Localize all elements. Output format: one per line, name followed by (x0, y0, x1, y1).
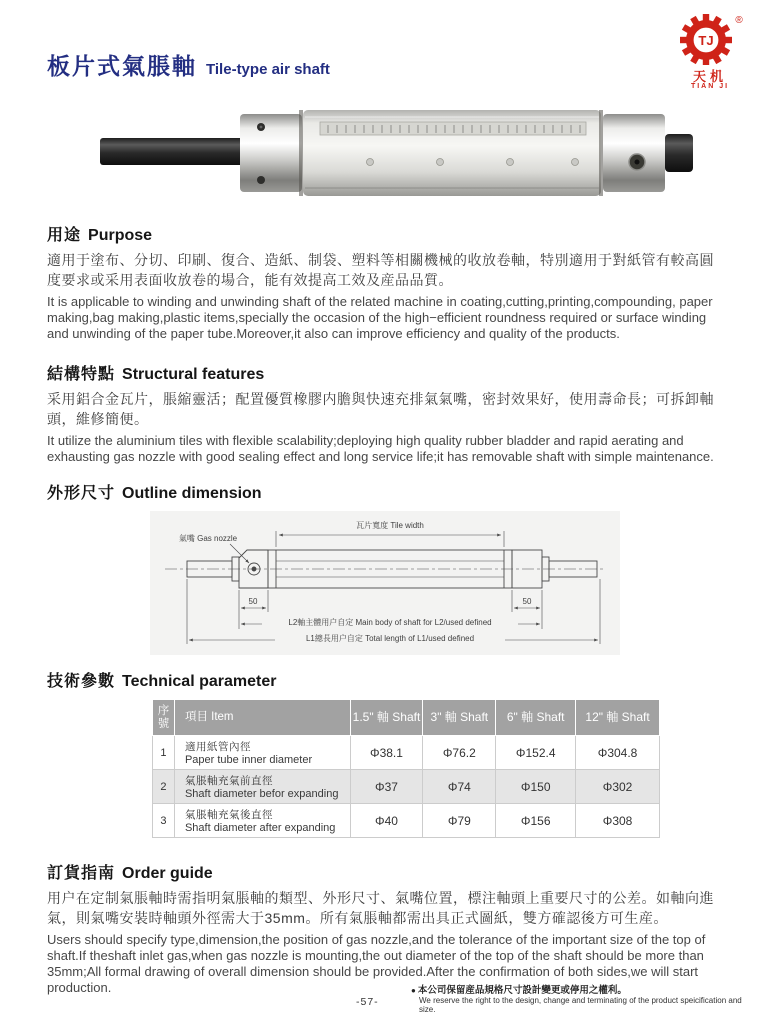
l2-dimension-label: L2軸主體用户自定 Main body of shaft for L2/used defined (288, 618, 492, 628)
dimension-drawing (150, 511, 620, 655)
row-value: Φ79 (423, 804, 496, 838)
row-value: Φ304.8 (576, 736, 660, 770)
table-header-row (153, 700, 660, 736)
logo-name-cn: 天机 (692, 68, 727, 84)
row-item: 氣脹軸充氣前直徑 Shaft diameter befor expanding (174, 770, 350, 804)
gas-nozzle-label: 氣嘴 Gas nozzle (178, 534, 238, 544)
purpose-text-en: It is applicable to winding and unwinding shaft of the related machine in coating,cutting,printing,compounding, paper making,bag making,plastic items,specially the occasion of the high−efficient roundness required or surface winding and unwinding of the paper tube.Moreover,it also can improve efficiency and quality of the products. (47, 293, 713, 341)
gear-logo-icon (671, 13, 749, 65)
section-structural-features (47, 361, 718, 465)
page-number: -57- (356, 996, 379, 1008)
row-value: Φ37 (350, 770, 423, 804)
row-value: Φ302 (576, 770, 660, 804)
row-value: Φ76.2 (423, 736, 496, 770)
table-row (153, 736, 660, 770)
shaft-journal-left (100, 138, 245, 165)
structural-heading-en: Structural features (122, 366, 265, 384)
outline-heading-cn: 外形尺寸 (47, 485, 116, 503)
shaft-head-left (240, 114, 302, 192)
row-value: Φ156 (496, 804, 576, 838)
row-value: Φ74 (423, 770, 496, 804)
l1-dimension-label: L1總長用户自定 Total length of L1/used defined (305, 634, 475, 644)
outline-heading (47, 480, 718, 503)
section-technical-parameter (47, 668, 718, 838)
parameter-table (152, 699, 660, 838)
order-text-cn: 用户在定制氣脹軸時需指明氣脹軸的類型、外形尺寸、氣嘴位置，標注軸頭上重要尺寸的公差。如軸向進氣，則氣嘴安裝時軸頭外徑需大于35mm。所有氣脹軸都需出具正式圖紙，雙方確認後方可生産。 (47, 890, 714, 926)
col-header-6in: 6" 軸 Shaft (496, 700, 576, 736)
footer-note (411, 982, 743, 1014)
col-header-item: 項目 Item (174, 700, 350, 736)
structural-heading (47, 361, 718, 384)
structural-heading-cn: 結構特點 (47, 366, 116, 384)
table-row (153, 804, 660, 838)
row-value: Φ40 (350, 804, 423, 838)
purpose-heading-en: Purpose (88, 227, 153, 244)
section-outline-dimension (47, 480, 718, 655)
row-value: Φ308 (576, 804, 660, 838)
technical-heading (47, 668, 718, 691)
section-order-guide (47, 860, 718, 996)
product-photo (85, 105, 705, 200)
outline-heading-en: Outline dimension (122, 485, 262, 503)
row-no: 2 (153, 770, 175, 804)
col-header-3in: 3" 軸 Shaft (423, 700, 496, 736)
structural-text-cn: 采用鋁合金瓦片，脹縮靈活；配置優質橡膠内膽與快速充排氣氣嘴，密封效果好，使用壽命長；可拆卸軸頭，維修簡便。 (47, 391, 714, 427)
page-header (0, 0, 765, 81)
bullet-icon: ● (411, 986, 416, 995)
shaft-stub-right (665, 134, 693, 172)
dim-50-right: 50 (522, 597, 532, 607)
technical-heading-cn: 技術參數 (47, 673, 116, 691)
footer-note-en: We reserve the right to the design, change and terminating of the product speicification and size. (419, 996, 742, 1014)
order-heading-en: Order guide (122, 865, 213, 883)
row-value: Φ38.1 (350, 736, 423, 770)
logo-name-en: TIAN JI (690, 83, 730, 91)
purpose-text-cn: 適用于塗布、分切、印刷、復合、造紙、制袋、塑料等相關機械的收放卷軸，特別適用于對紙管有較高圓度要求或采用表面收放卷的場合，能有效提高工效及産品品質。 (47, 252, 714, 288)
structural-text-en: It utilize the aluminium tiles with flexible scalability;deploying high quality rubber bladder and rapid aerating and exhausting gas nozzle with good sealing effect and long service life;it has removable shaft with simple maintenance. (47, 432, 714, 464)
shaft-head-right (603, 114, 665, 192)
row-value: Φ152.4 (496, 736, 576, 770)
order-heading-cn: 訂貨指南 (47, 865, 116, 883)
tile-window (320, 122, 586, 135)
col-header-1-5in: 1.5" 軸 Shaft (350, 700, 423, 736)
dim-50-left: 50 (248, 597, 258, 607)
section-purpose (47, 222, 718, 342)
logo-tj-text: TJ (698, 33, 714, 48)
row-item: 適用紙管內徑 Paper tube inner diameter (174, 736, 350, 770)
page-title-en: Tile-type air shaft (206, 61, 330, 78)
page-title-cn: 板片式氣脹軸 (47, 53, 197, 79)
col-header-no: 序 號 (153, 700, 175, 736)
order-text-en: Users should specify type,dimension,the position of gas nozzle,and the tolerance of the important size of the top of shaft.If theshaft inlet gas,when gas nozzle is mounting,the out diameter of the top of the shaft should be more than 35mm;All formal drawing of overall dimension should be provided.After the confirmation of both sides,we will start production. (47, 931, 706, 996)
col-header-12in: 12" 軸 Shaft (576, 700, 660, 736)
row-item: 氣脹軸充氣後直徑 Shaft diameter after expanding (174, 804, 350, 838)
footer-note-cn: ● 本公司保留産品規格尺寸設計變更或停用之權利。 (411, 985, 627, 996)
row-no: 1 (153, 736, 175, 770)
registered-mark-icon: ® (735, 15, 743, 26)
purpose-heading-cn: 用途 (47, 227, 82, 244)
row-no: 3 (153, 804, 175, 838)
technical-heading-en: Technical parameter (122, 673, 277, 691)
order-heading (47, 860, 718, 883)
table-row (153, 770, 660, 804)
tile-width-label: 瓦片寬度 Tile width (356, 521, 424, 531)
page-title (47, 48, 718, 81)
brand-logo (671, 13, 749, 91)
purpose-heading (47, 222, 718, 245)
row-value: Φ150 (496, 770, 576, 804)
